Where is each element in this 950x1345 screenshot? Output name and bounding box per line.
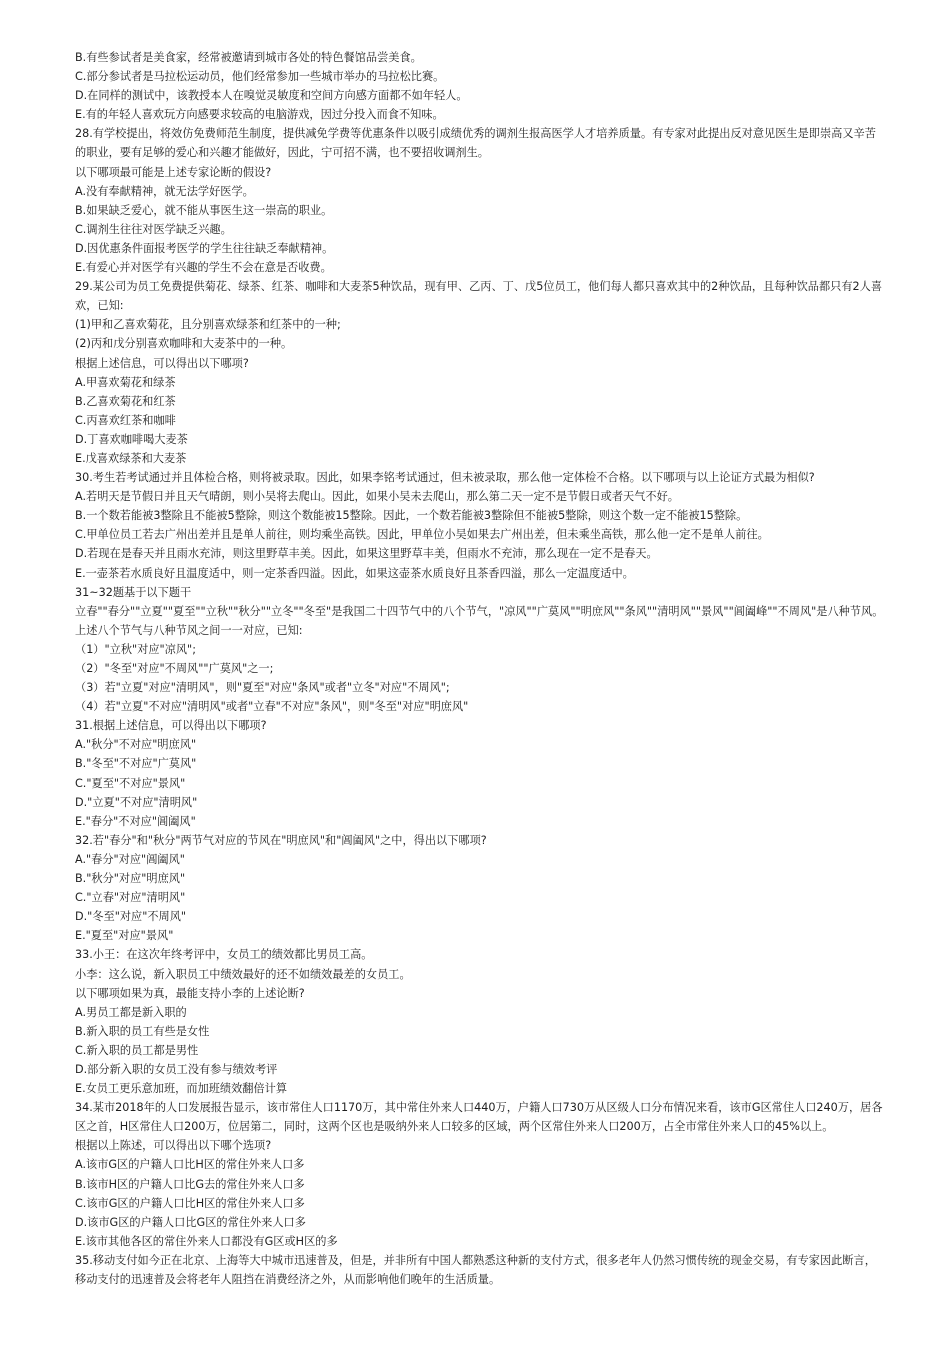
- option-a: A.甲喜欢菊花和绿茶: [75, 375, 176, 389]
- option-c: C.丙喜欢红茶和咖啡: [75, 413, 176, 427]
- condition-2: （2）"冬至"对应"不周风""广莫风"之一;: [75, 662, 274, 675]
- option-d: D.该市G区的户籍人口比G区的常住外来人口多: [75, 1215, 306, 1229]
- option-e: E.一壶茶若水质良好且温度适中，则一定茶香四溢。因此，如果这壶茶水质良好且茶香四溢，那么一定温度适中。: [75, 566, 634, 580]
- option-e: E."夏至"对应"景风": [75, 929, 174, 943]
- option-b: B.新入职的员工有些是女性: [75, 1024, 210, 1038]
- option-d: D.部分新入职的女员工没有参与绩效考评: [75, 1062, 278, 1076]
- option-e: E.有爱心并对医学有兴趣的学生不会在意是否收费。: [75, 261, 332, 275]
- option-c: C.调剂生往往对医学缺乏兴趣。: [75, 222, 232, 236]
- question-dialogue: 小李：这么说，新入职员工中绩效最好的还不如绩效最差的女员工。: [75, 967, 411, 981]
- question-group-heading: 31~32题基于以下题干: [75, 585, 192, 599]
- option-e: E."春分"不对应"阊阖风": [75, 814, 196, 828]
- condition-4: （4）若"立夏"不对应"清明风"或者"立春"不对应"条风"，则"冬至"对应"明庶风": [75, 700, 469, 714]
- option-d: D.在同样的测试中，该教授本人在嗅觉灵敏度和空间方向感方面都不如年轻人。: [75, 89, 468, 103]
- question-31: 31.根据上述信息，可以得出以下哪项?: [75, 719, 267, 733]
- condition-3: （3）若"立夏"对应"清明风"，则"夏至"对应"条风"或者"立冬"对应"不周风";: [75, 681, 450, 695]
- option-d: D."立夏"不对应"清明风": [75, 795, 198, 809]
- option-b: B.该市H区的户籍人口比G去的常住外来人口多: [75, 1177, 305, 1191]
- question-29: 29.某公司为员工免费提供菊花、绿茶、红茶、咖啡和大麦茶5种饮品，现有甲、乙丙、丁、戊5位员工，他们每人都只喜欢其中的2种饮品，且每种饮品都只有2人喜欢，已知:: [75, 280, 883, 313]
- option-c: C."立春"对应"清明风": [75, 891, 186, 905]
- question-prompt: 根据上述信息，可以得出以下哪项?: [75, 356, 249, 370]
- condition-1: (1)甲和乙喜欢菊花，且分别喜欢绿茶和红茶中的一种;: [75, 318, 341, 332]
- question-35: 35.移动支付如今正在北京、上海等大中城市迅速普及，但是，并非所有中国人都熟悉这种新的支付方式，很多老年人仍然习惯传统的现金交易，有专家因此断言，移动支付的迅速普及会将老年人阻挡在消费经济之外，从而影响他们晚年的生活质量。: [75, 1253, 876, 1286]
- question-prompt: 根据以上陈述，可以得出以下哪个选项?: [75, 1139, 272, 1153]
- option-c: C.部分参试者是马拉松运动员，他们经常参加一些城市举办的马拉松比赛。: [75, 70, 445, 84]
- option-d: D."冬至"对应"不周风": [75, 910, 187, 924]
- option-a: A.男员工都是新入职的: [75, 1005, 187, 1019]
- option-c: C."夏至"不对应"景风": [75, 776, 186, 790]
- option-e: E.该市其他各区的常住外来人口都没有G区或H区的多: [75, 1234, 338, 1248]
- option-c: C.该市G区的户籍人口比H区的常住外来人口多: [75, 1196, 305, 1210]
- option-d: D.若现在是春天并且雨水充沛，则这里野草丰美。因此，如果这里野草丰美，但雨水不充沛，那么现在一定不是春天。: [75, 547, 658, 561]
- question-prompt: 以下哪项最可能是上述专家论断的假设?: [75, 165, 272, 179]
- question-34: 34.某市2018年的人口发展报告显示，该市常住人口1170万，其中常住外来人口440万，户籍人口730万从区级人口分布情况来看，该市G区常住人口240万，居各区之首，H区常住人口200万，位居第二，同时，这两个区也是吸纳外来人口较多的区域，两个区常住外来人口200万，占全市常住外来人口的45%以上。: [75, 1101, 883, 1134]
- question-stem: 立春""春分""立夏""夏至""立秋""秋分""立冬""冬至"是我国二十四节气中的八个节气，"凉风""广莫风""明庶风""条风""清明风""景风""阊阖峰""不周风"是八种节风。上述八个节气与八种节风之间一一对应，已知:: [75, 604, 884, 637]
- option-a: A.该市G区的户籍人口比H区的常住外来人口多: [75, 1158, 305, 1172]
- condition-2: (2)丙和戊分别喜欢咖啡和大麦茶中的一种。: [75, 337, 293, 351]
- option-d: D.因优惠条件面报考医学的学生往往缺乏奉献精神。: [75, 241, 334, 255]
- question-28: 28.有学校提出，将效仿免费师范生制度，提供减免学费等优惠条件以吸引成绩优秀的调剂生报高医学人才培养质量。有专家对此提出反对意见医生是即崇高又辛苦的职业，要有足够的爱心和兴趣才能做好，因此，宁可招不满，也不要招收调剂生。: [75, 127, 876, 160]
- question-33: 33.小王：在这次年终考评中，女员工的绩效都比男员工高。: [75, 948, 373, 962]
- option-a: A."秋分"不对应"明庶风": [75, 738, 197, 752]
- question-prompt: 以下哪项如果为真，最能支持小李的上述论断?: [75, 986, 305, 1000]
- option-a: A."春分"对应"阊阖风": [75, 852, 185, 866]
- question-32: 32.若"春分"和"秋分"两节气对应的节风在"明庶风"和"阊阖风"之中，得出以下哪项?: [75, 833, 487, 847]
- condition-1: （1）"立秋"对应"凉风";: [75, 642, 196, 656]
- option-c: C.新入职的员工都是男性: [75, 1043, 199, 1057]
- option-e: E.女员工更乐意加班，而加班绩效翻倍计算: [75, 1082, 288, 1096]
- option-e: E.有的年轻人喜欢玩方向感要求较高的电脑游戏，因过分投入而食不知味。: [75, 108, 444, 122]
- option-b: B."冬至"不对应"广莫风": [75, 757, 197, 771]
- option-c: C.甲单位员工若去广州出差并且是单人前往，则均乘坐高铁。因此，甲单位小吴如果去广州出差，但未乘坐高铁，那么他一定不是单人前往。: [75, 528, 769, 542]
- option-e: E.戊喜欢绿茶和大麦茶: [75, 451, 187, 465]
- option-a: A.若明天是节假日并且天气晴朗，则小吴将去爬山。因此，如果小吴未去爬山，那么第二天一定不是节假日或者天气不好。: [75, 490, 679, 504]
- question-30: 30.考生若考试通过并且体检合格，则将被录取。因此，如果李铭考试通过，但未被录取，那么他一定体检不合格。以下哪项与以上论证方式最为相似?: [75, 471, 815, 485]
- option-b: B.一个数若能被3整除且不能被5整除，则这个数能被15整除。因此，一个数若能被3整除但不能被5整除，则这个数一定不能被15整除。: [75, 509, 748, 523]
- option-b: B.如果缺乏爱心，就不能从事医生这一崇高的职业。: [75, 203, 333, 217]
- option-b: B."秋分"对应"明庶风": [75, 872, 186, 886]
- option-b: B.有些参试者是美食家，经常被邀请到城市各处的特色餐馆品尝美食。: [75, 51, 422, 64]
- option-b: B.乙喜欢菊花和红茶: [75, 394, 176, 408]
- option-d: D.丁喜欢咖啡喝大麦茶: [75, 432, 188, 446]
- option-a: A.没有奉献精神，就无法学好医学。: [75, 184, 254, 198]
